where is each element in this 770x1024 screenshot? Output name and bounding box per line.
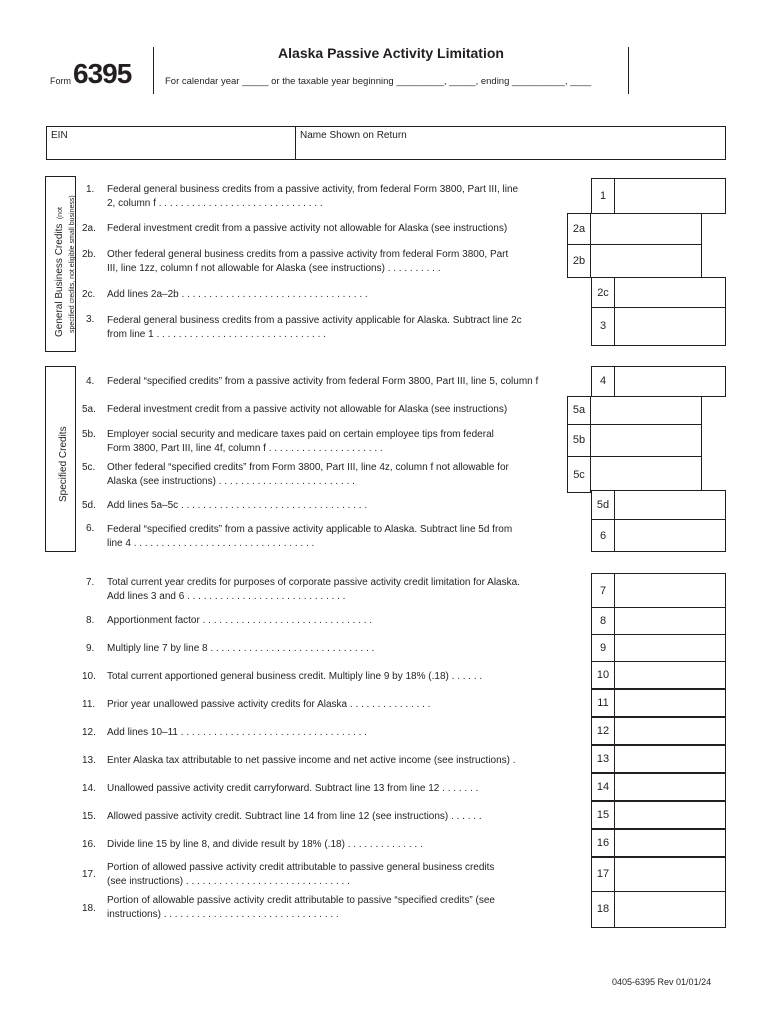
line-2c-text: Add lines 2a–2b . . . . . . . . . . . . . . . . . . . . . . . . . . . . . . . . . . [107,289,368,300]
line-1-number-box: 1 [591,178,615,214]
line-18-no: 18. [82,903,96,914]
line-1-text2: 2, column f . . . . . . . . . . . . . . . . . . . . . . . . . . . . . . [107,198,323,209]
line-11-text: Prior year unallowed passive activity credits for Alaska . . . . . . . . . . . . . . . [107,699,431,710]
line-10-no: 10. [82,671,96,682]
line-2a-text: Federal investment credit from a passive activity not allowable for Alaska (see instructions) [107,223,508,234]
line-5c-input[interactable] [590,456,702,493]
line-9-number-box: 9 [591,634,615,662]
line-11-input[interactable] [614,689,726,717]
line-16-text: Divide line 15 by line 8, and divide result by 18% (.18) . . . . . . . . . . . . . . [107,839,423,850]
line-5a-number-box: 5a [567,396,591,425]
line-7-input[interactable] [614,573,726,608]
line-9-input[interactable] [614,634,726,662]
ein-field[interactable] [46,126,296,160]
line-2c-input[interactable] [614,277,726,308]
line-4-input[interactable] [614,366,726,397]
line-9-text: Multiply line 7 by line 8 . . . . . . . . . . . . . . . . . . . . . . . . . . . . . . [107,643,375,654]
line-2a-number-box: 2a [567,213,591,245]
line-6-number-box: 6 [591,519,615,552]
name-field[interactable] [295,126,726,160]
line-16-number-box: 16 [591,829,615,857]
line-8-number-box: 8 [591,607,615,635]
line-5b-text2: Form 3800, Part III, line 4f, column f . . . . . . . . . . . . . . . . . . . . . [107,443,383,454]
line-7-no: 7. [86,577,95,588]
form-word: Form [50,76,71,86]
line-10-number-box: 10 [591,661,615,689]
line-2b-text: Other federal general business credits from a passive activity from federal Form 3800, Part [107,249,509,260]
line-15-text: Allowed passive activity credit. Subtract line 14 from line 12 (see instructions) . . . . . . [107,811,482,822]
sc-section-label [45,366,76,552]
line-12-no: 12. [82,727,96,738]
line-5a-text: Federal investment credit from a passive activity not allowable for Alaska (see instructions) [107,404,508,415]
line-14-no: 14. [82,783,96,794]
gbc-title: General Business Credits [54,223,65,337]
header-divider-right [628,47,629,94]
line-5d-text: Add lines 5a–5c . . . . . . . . . . . . . . . . . . . . . . . . . . . . . . . . . . [107,500,368,511]
line-17-number-box: 17 [591,857,615,892]
gbc-section-label [45,176,76,352]
line-7-text: Total current year credits for purposes of corporate passive activity credit limitation for Alaska. [107,577,520,588]
line-3-number-box: 3 [591,307,615,346]
line-9-no: 9. [86,643,95,654]
line-5a-no: 5a. [82,404,96,415]
line-18-input[interactable] [614,891,726,928]
line-2c-number-box: 2c [591,277,615,308]
line-8-text: Apportionment factor . . . . . . . . . . . . . . . . . . . . . . . . . . . . . . . [107,615,373,626]
line-7-number-box: 7 [591,573,615,608]
line-14-text: Unallowed passive activity credit carryforward. Subtract line 13 from line 12 . . . . . . . [107,783,479,794]
line-13-number-box: 13 [591,745,615,773]
line-8-no: 8. [86,615,95,626]
line-2b-text2: III, line 1zz, column f not allowable for Alaska (see instructions) . . . . . . . . . . [107,263,441,274]
line-2a-input[interactable] [590,213,702,245]
sc-title: Specified Credits [58,426,69,502]
line-5b-text: Employer social security and medicare taxes paid on certain employee tips from federal [107,429,494,440]
line-7-text2: Add lines 3 and 6 . . . . . . . . . . . . . . . . . . . . . . . . . . . . . [107,591,346,602]
gbc-note1: (not [57,207,64,220]
line-15-input[interactable] [614,801,726,829]
line-11-number-box: 11 [591,689,615,717]
line-3-no: 3. [86,314,95,325]
line-8-input[interactable] [614,607,726,635]
line-11-no: 11. [82,699,96,710]
ein-label: EIN [51,130,68,141]
line-6-input[interactable] [614,519,726,552]
line-2b-number-box: 2b [567,244,591,278]
form-title: Alaska Passive Activity Limitation [278,45,504,61]
line-18-text: Portion of allowable passive activity credit attributable to passive “specified credits” (see [107,895,495,906]
tax-year-line: For calendar year _____ or the taxable year beginning _________, _____, ending __________, ____ [165,76,592,87]
line-3-text2: from line 1 . . . . . . . . . . . . . . . . . . . . . . . . . . . . . . . [107,329,326,340]
line-12-text: Add lines 10–11 . . . . . . . . . . . . . . . . . . . . . . . . . . . . . . . . . . [107,727,367,738]
line-5b-no: 5b. [82,429,96,440]
line-10-input[interactable] [614,661,726,689]
line-5c-number-box: 5c [567,456,591,493]
line-2c-no: 2c. [82,289,96,300]
form-number: 6395 [73,58,132,89]
line-5a-input[interactable] [590,396,702,425]
line-18-text2: instructions) . . . . . . . . . . . . . . . . . . . . . . . . . . . . . . . . [107,909,339,920]
line-13-no: 13. [82,755,96,766]
line-3-text: Federal general business credits from a passive activity applicable for Alaska. Subtract line 2c [107,315,522,326]
line-17-text2: (see instructions) . . . . . . . . . . . . . . . . . . . . . . . . . . . . . . [107,876,350,887]
line-16-no: 16. [82,839,96,850]
line-4-no: 4. [86,376,95,387]
line-1-no: 1. [86,184,95,195]
line-5c-no: 5c. [82,462,96,473]
name-label: Name Shown on Return [300,130,407,141]
line-5b-input[interactable] [590,424,702,457]
line-5d-input[interactable] [614,490,726,520]
line-4-text: Federal “specified credits” from a passive activity from federal Form 3800, Part III, line 5, column f [107,376,539,387]
line-4-number-box: 4 [591,366,615,397]
line-5d-no: 5d. [82,500,96,511]
line-3-input[interactable] [614,307,726,346]
line-16-input[interactable] [614,829,726,857]
line-6-no: 6. [86,523,95,534]
line-6-text2: line 4 . . . . . . . . . . . . . . . . . . . . . . . . . . . . . . . . . [107,538,315,549]
line-15-number-box: 15 [591,801,615,829]
line-13-text: Enter Alaska tax attributable to net passive income and net active income (see instructions) . [107,755,516,766]
line-18-number-box: 18 [591,891,615,928]
line-1-text: Federal general business credits from a passive activity, from federal Form 3800, Part III, line [107,184,519,195]
line-13-input[interactable] [614,745,726,773]
line-2b-no: 2b. [82,249,96,260]
revision-code: 0405-6395 Rev 01/01/24 [612,977,712,987]
line-12-input[interactable] [614,717,726,745]
line-5c-text2: Alaska (see instructions) . . . . . . . . . . . . . . . . . . . . . . . . . [107,476,355,487]
line-10-text: Total current apportioned general business credit. Multiply line 9 by 18% (.18) . . . . . . [107,671,483,682]
line-1-input[interactable] [614,178,726,214]
line-6-text: Federal “specified credits” from a passive activity applicable to Alaska. Subtract line 5d from [107,524,513,535]
line-17-input[interactable] [614,857,726,892]
gbc-note2: specified credits, not eligible small business) [69,195,76,333]
line-5c-text: Other federal “specified credits” from Form 3800, Part III, line 4z, column f not allowable for [107,462,509,473]
line-17-text: Portion of allowed passive activity credit attributable to passive general business credits [107,862,495,873]
line-12-number-box: 12 [591,717,615,745]
line-14-number-box: 14 [591,773,615,801]
line-17-no: 17. [82,869,96,880]
line-2b-input[interactable] [590,244,702,278]
line-5b-number-box: 5b [567,424,591,457]
line-2a-no: 2a. [82,223,96,234]
line-5d-number-box: 5d [591,490,615,520]
line-15-no: 15. [82,811,96,822]
line-14-input[interactable] [614,773,726,801]
